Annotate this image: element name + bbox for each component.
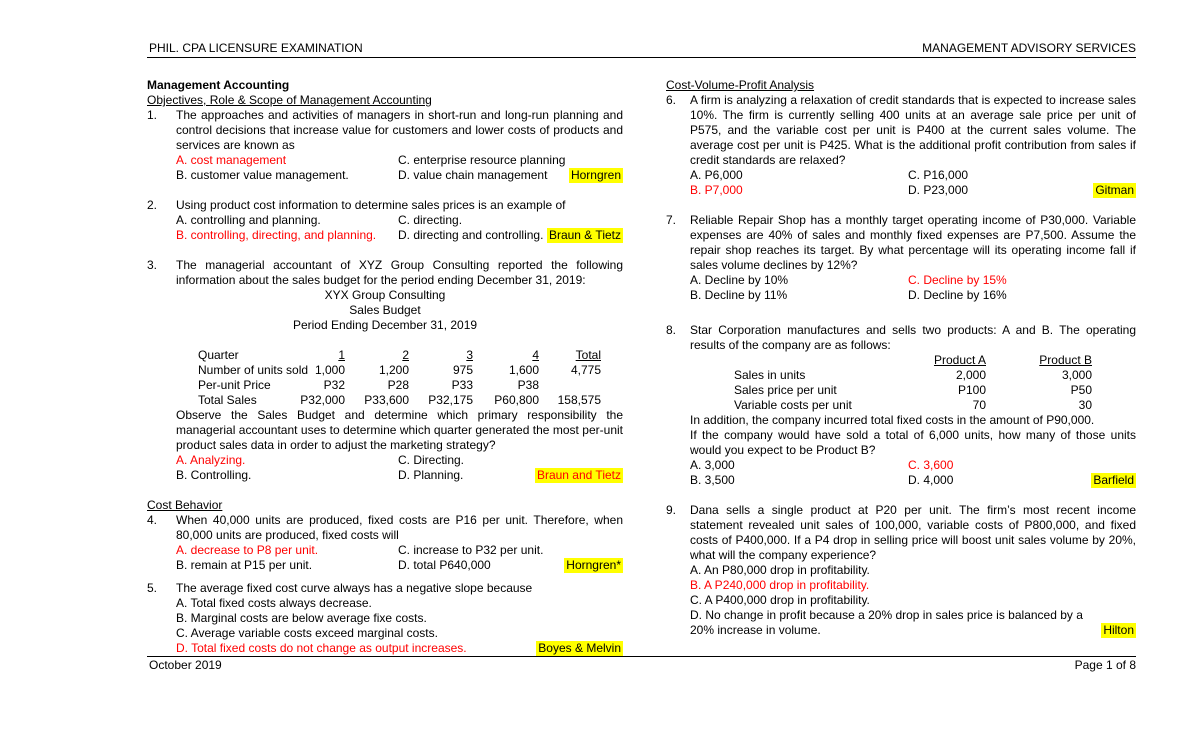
option-c: C. Average variable costs exceed marginal costs. xyxy=(176,626,438,640)
question-8 xyxy=(666,323,1136,488)
option-c: C. 3,600 xyxy=(908,458,954,472)
option-a: A. Total fixed costs always decrease. xyxy=(176,596,372,610)
table-cell: P28 xyxy=(387,378,409,392)
option-d: D. Planning. xyxy=(398,468,464,482)
option-b: B. remain at P15 per unit. xyxy=(176,558,313,572)
question-7 xyxy=(666,213,1136,303)
option-b: B. controlling, directing, and planning. xyxy=(176,228,377,242)
footer-page-number: Page 1 of 8 xyxy=(1074,658,1136,672)
option-d: D. total P640,000 xyxy=(398,558,491,572)
table-header-cell: Quarter xyxy=(198,348,239,362)
table-cell: Sales price per unit xyxy=(734,383,837,397)
option-d: D. Total fixed costs do not change as output increases. xyxy=(176,641,467,655)
question-text: The average fixed cost curve always has a negative slope because xyxy=(176,581,533,595)
product-table xyxy=(666,353,1136,413)
table-cell: 1,200 xyxy=(378,363,409,377)
question-number: 6. xyxy=(666,93,677,107)
table-cell: Variable costs per unit xyxy=(734,398,852,412)
table-cell: 158,575 xyxy=(557,393,601,407)
question-number: 4. xyxy=(147,513,158,527)
question-number: 2. xyxy=(147,198,158,212)
source-tag: Boyes & Melvin xyxy=(538,641,621,655)
question-number: 5. xyxy=(147,581,158,595)
sales-budget-table xyxy=(147,348,623,408)
question-text: Using product cost information to determine sales prices is an example of xyxy=(176,198,566,212)
company-name: XYX Group Consulting xyxy=(324,288,446,302)
table-cell: 2,000 xyxy=(955,368,986,382)
table-cell: 70 xyxy=(972,398,986,412)
question-2 xyxy=(147,198,623,243)
table-cell: 3,000 xyxy=(1061,368,1092,382)
option-b: B. customer value management. xyxy=(176,168,349,182)
header-rule xyxy=(147,57,1136,58)
table-cell: 975 xyxy=(452,363,473,377)
option-a: A. P6,000 xyxy=(690,168,743,182)
table-cell: P32,175 xyxy=(428,393,473,407)
question-text: Dana sells a single product at P20 per unit. The firm’s most recent income statement revealed unit sales of 100,000, variable costs of P800,000, and fixed costs of P400,000. If a P4 drop in selling price will boost unit sales volume by 20%, what will the company experience? xyxy=(690,503,1136,562)
table-cell: 1,000 xyxy=(314,363,345,377)
source-tag: Gitman xyxy=(1095,183,1134,197)
table-header-cell: Product A xyxy=(933,353,986,367)
question-text-continued: If the company would have sold a total of 6,000 units, how many of those units would you expect to be Product B? xyxy=(690,428,1136,457)
source-tag: Braun and Tietz xyxy=(536,468,621,482)
option-b: B. Controlling. xyxy=(176,468,252,482)
table-cell: P38 xyxy=(517,378,539,392)
table-cell: P33,600 xyxy=(364,393,409,407)
subsection-cost-behavior: Cost Behavior xyxy=(147,498,223,512)
question-number: 1. xyxy=(147,108,158,122)
option-c: C. Decline by 15% xyxy=(908,273,1007,287)
option-d: D. P23,000 xyxy=(908,183,969,197)
option-a: A. controlling and planning. xyxy=(176,213,321,227)
source-tag: Hilton xyxy=(1103,623,1134,637)
option-c: C. increase to P32 per unit. xyxy=(398,543,544,557)
subsection-objectives: Objectives, Role & Scope of Management Accounting xyxy=(147,93,432,107)
source-tag: Horngren xyxy=(570,168,621,182)
option-c: C. Directing. xyxy=(398,453,465,467)
question-text: The approaches and activities of managers in short-run and long-run planning and control decisions that increase value for customers and lower costs of products and services are known as xyxy=(176,108,623,152)
question-5 xyxy=(147,581,623,656)
footer-date: October 2019 xyxy=(149,658,222,672)
option-a: A. cost management xyxy=(176,153,287,167)
question-9 xyxy=(666,503,1136,638)
option-c: C. directing. xyxy=(398,213,463,227)
table-header-cell: 4 xyxy=(532,348,539,362)
option-d: D. Decline by 16% xyxy=(908,288,1007,302)
question-text: Star Corporation manufactures and sells two products: A and B. The operating results of the company are as follows: xyxy=(690,323,1136,352)
question-1 xyxy=(147,108,623,183)
option-b: B. 3,500 xyxy=(690,473,735,487)
option-b: B. Marginal costs are below average fixe costs. xyxy=(176,611,427,625)
option-c: C. enterprise resource planning xyxy=(398,153,566,167)
table-header-cell: Product B xyxy=(1039,353,1092,367)
header-exam-title: PHIL. CPA LICENSURE EXAMINATION xyxy=(149,41,363,55)
table-cell: 1,600 xyxy=(508,363,539,377)
subsection-cvp: Cost-Volume-Profit Analysis xyxy=(666,78,815,92)
table-header-cell: 3 xyxy=(466,348,473,362)
question-text: When 40,000 units are produced, fixed costs are P16 per unit. Therefore, when 80,000 units are produced, fixed costs will xyxy=(176,513,623,542)
option-c: C. P16,000 xyxy=(908,168,969,182)
question-number: 7. xyxy=(666,213,677,227)
question-3 xyxy=(147,258,623,483)
option-a: A. Analyzing. xyxy=(176,453,246,467)
table-cell: Total Sales xyxy=(198,393,257,407)
question-text: A firm is analyzing a relaxation of credit standards that is expected to increase sales 10%. The firm is currently selling 400 units at an average sale price per unit of P575, and the variable cost per unit is P400 at the current sales volume. The average cost per unit is P425. What is the additional profit contribution from sales if credit standards are relaxed? xyxy=(690,93,1136,167)
option-a: A. Decline by 10% xyxy=(690,273,789,287)
footer-rule xyxy=(147,656,1136,657)
question-6 xyxy=(666,93,1136,198)
table-header-cell: 2 xyxy=(402,348,409,362)
table-cell: P50 xyxy=(1070,383,1092,397)
table-cell: P32,000 xyxy=(300,393,345,407)
source-tag: Braun & Tietz xyxy=(548,228,621,242)
option-a: A. decrease to P8 per unit. xyxy=(176,543,319,557)
table-cell: P60,800 xyxy=(494,393,539,407)
option-b: B. P7,000 xyxy=(690,183,743,197)
table-cell: Per-unit Price xyxy=(198,378,271,392)
question-4 xyxy=(147,513,623,573)
table-cell: Number of units sold xyxy=(198,363,309,377)
source-tag: Barfield xyxy=(1093,473,1134,487)
option-c: C. A P400,000 drop in profitability. xyxy=(690,593,870,607)
option-d: D. No change in profit because a 20% drop in sales price is balanced by a 20% increase in volume. xyxy=(690,608,1083,637)
source-tag: Horngren* xyxy=(566,558,621,572)
option-d: D. directing and controlling. xyxy=(398,228,544,242)
table-cell: P100 xyxy=(957,383,986,397)
budget-period: Period Ending December 31, 2019 xyxy=(292,318,478,332)
question-number: 8. xyxy=(666,323,677,337)
question-text: Reliable Repair Shop has a monthly target operating income of P30,000. Variable expenses are 40% of sales and monthly fixed expenses are P7,500. Assume the repair shop reaches its target. By what percentage will its operating income fall if sales volume declines by 12%? xyxy=(690,213,1136,272)
right-column xyxy=(666,78,1136,638)
question-text-continued: In addition, the company incurred total fixed costs in the amount of P90,000. xyxy=(690,413,1095,427)
table-header-cell: Total xyxy=(575,348,601,362)
table-cell: P33 xyxy=(451,378,473,392)
section-title: Management Accounting xyxy=(147,78,290,92)
question-text-continued: Observe the Sales Budget and determine which primary responsibility the managerial accountant uses to determine which quarter generated the most per-unit product sales data in order to adjust the marketing strategy? xyxy=(176,408,623,452)
budget-title: Sales Budget xyxy=(349,303,421,317)
option-a: A. An P80,000 drop in profitability. xyxy=(690,563,870,577)
option-a: A. 3,000 xyxy=(690,458,735,472)
header-subject: MANAGEMENT ADVISORY SERVICES xyxy=(922,41,1136,55)
option-b: B. A P240,000 drop in profitability. xyxy=(690,578,870,592)
table-cell: P32 xyxy=(323,378,345,392)
option-b: B. Decline by 11% xyxy=(690,288,788,302)
option-d: D. 4,000 xyxy=(908,473,954,487)
question-text: The managerial accountant of XYZ Group Consulting reported the following information about the sales budget for the period ending December 31, 2019: xyxy=(176,258,623,287)
question-number: 9. xyxy=(666,503,677,517)
question-number: 3. xyxy=(147,258,158,272)
table-cell: Sales in units xyxy=(734,368,806,382)
table-header-cell: 1 xyxy=(338,348,345,362)
table-cell: 30 xyxy=(1078,398,1092,412)
table-cell: 4,775 xyxy=(570,363,601,377)
left-column xyxy=(147,78,623,656)
option-d: D. value chain management xyxy=(398,168,548,182)
